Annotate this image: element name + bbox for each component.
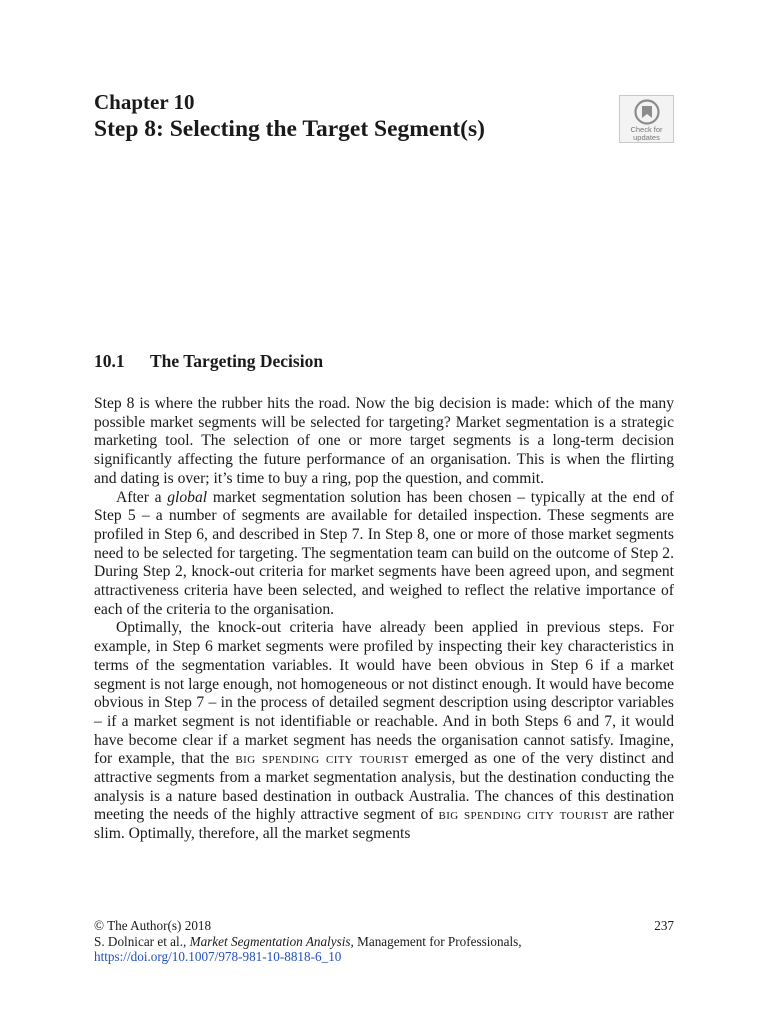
emphasis-global: global <box>167 488 208 506</box>
doi-link[interactable]: https://doi.org/10.1007/978-981-10-8818-6_10 <box>94 949 342 964</box>
badge-line-2: updates <box>633 132 660 142</box>
body-text <box>94 395 674 844</box>
segment-name: big spending city tourist <box>235 750 409 768</box>
page-number: 237 <box>654 918 674 933</box>
footer <box>94 918 674 965</box>
book-title: Market Segmentation Analysis <box>189 933 351 949</box>
section-number: 10.1 <box>94 351 125 371</box>
paragraph-2: After a global market segmentation solution has been chosen – typically at the end of Step 5 – a number of segments are available for detailed inspection. These segments are profiled in Step 6, and described in Step 7. In Step 8, one or more of those market segments need to be selected for targeting. The segmentation team can build on the outcome of Step 2. During Step 2, knock-out criteria for market segments have been agreed upon, and segment attractiveness criteria have been selected, and weighed to reflect the relative importance of each of the criteria to the organisation. <box>94 488 675 618</box>
section-title: The Targeting Decision <box>150 351 324 371</box>
check-for-updates-icon <box>634 99 660 125</box>
section-heading <box>94 351 323 372</box>
page <box>94 0 674 1024</box>
segment-name: big spending city tourist <box>438 806 609 824</box>
paragraph-1: Step 8 is where the rubber hits the road. Now the big decision is made: which of the many possible market segments will be selected for targeting? Market segmentation is a strategic marketing tool. The selection of one or more target segments is a long-term decision significantly affecting the future performance of an organisation. This is when the flirting and dating is over; it’s time to buy a ring, pop the question, and commit. <box>94 395 674 487</box>
chapter-title: Step 8: Selecting the Target Segment(s) <box>94 116 485 142</box>
check-for-updates-badge[interactable] <box>619 95 674 143</box>
copyright: © The Author(s) 2018 <box>94 918 212 933</box>
chapter-label: Chapter 10 <box>94 90 195 114</box>
badge-line-1: Check for <box>630 125 663 134</box>
citation: S. Dolnicar et al., Market Segmentation Analysis, Management for Professionals, <box>94 933 522 949</box>
paragraph-3: Optimally, the knock-out criteria have already been applied in previous steps. For example, in Step 6 market segments were profiled by inspecting their key characteristics in terms of the segmentation variables. It would have been obvious in Step 6 if a market segment is not large enough, not homogeneous or not distinct enough. It would have become obvious in Step 7 – in the process of detailed segment description using descriptor variables – if a market segment is not identifiable or reachable. And in both Steps 6 and 7, it would have become clear if a market segment has needs the organisation cannot satisfy. Imagine, for example, that the big spending city tourist emerged as one of the very distinct and attractive segments from a market segmentation analysis, but the destination conducting the analysis is a nature based destination in outback Australia. The chances of this destination meeting the needs of the highly attractive segment of big spending city tourist are rather slim. Optimally, therefore, all the market segments <box>94 619 674 843</box>
